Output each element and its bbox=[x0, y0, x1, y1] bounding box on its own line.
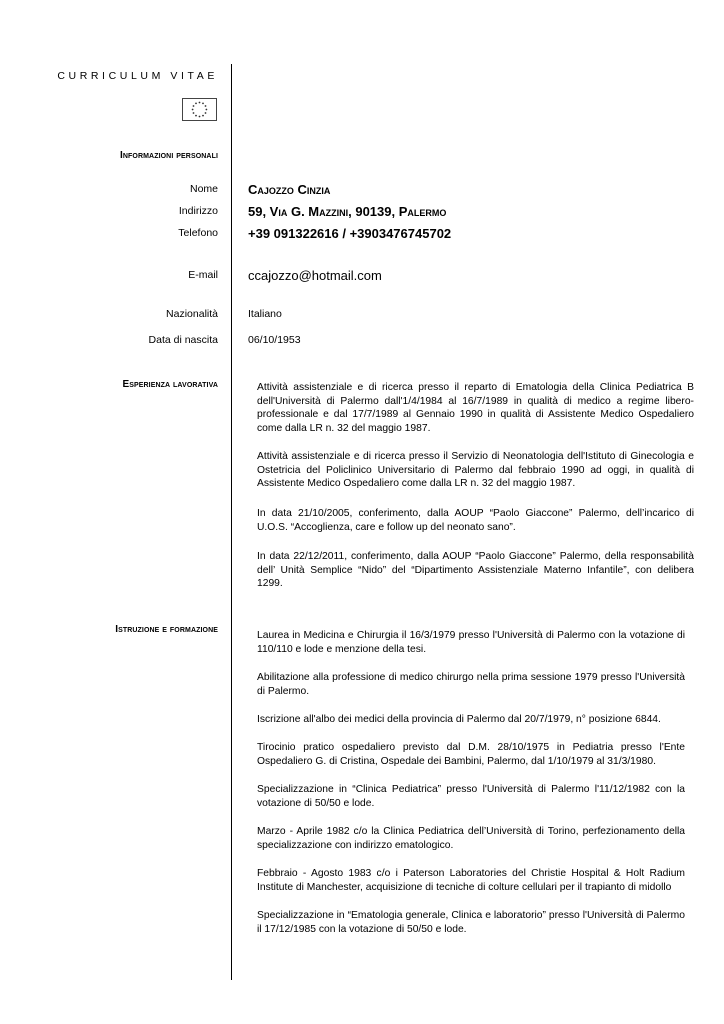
education-item: Tirocinio pratico ospedaliero previsto dal D.M. 28/10/1975 in Pediatria presso l'Ente Ospedaliero G. di Cristina, Ospedale dei Bambini, Palermo, dal 1/10/1979 al 31/3/1980. bbox=[257, 742, 685, 767]
address-label: Indirizzo bbox=[178, 205, 218, 217]
email-label: E-mail bbox=[188, 269, 218, 281]
education-item: Iscrizione all'albo dei medici della provincia di Palermo dal 20/7/1979, n° posizione 6844. bbox=[257, 714, 661, 725]
section-personal-heading: Informazioni personali bbox=[120, 150, 218, 161]
birthdate-label: Data di nascita bbox=[148, 334, 218, 346]
education-item: Abilitazione alla professione di medico chirurgo nella prima sessione 1979 presso l'Università di Palermo. bbox=[257, 672, 685, 697]
name-value: Cajozzo Cinzia bbox=[248, 182, 331, 197]
phone-label: Telefono bbox=[178, 227, 218, 239]
section-work-heading: Esperienza lavorativa bbox=[122, 379, 218, 390]
name-label: Nome bbox=[189, 183, 218, 195]
eu-flag-icon bbox=[182, 98, 217, 121]
nationality-label: Nazionalità bbox=[166, 308, 218, 320]
work-item: Attività assistenziale e di ricerca presso il reparto di Ematologia della Clinica Pediatrica B dell'Università di Palermo dall'1/4/1984 al 16/7/1989 in qualità di medico a regime libero-professionale e dal 17/7/1989 al Gennaio 1990 in qualità di Assistente Medico Ospedaliero come dalla LR n. 32 del maggio 1987. bbox=[257, 382, 694, 434]
education-item: Specializzazione in “Ematologia generale, Clinica e laboratorio” presso l'Università di Palermo il 17/12/1985 con la votazione di 50/50 e lode. bbox=[257, 910, 685, 935]
education-item: Laurea in Medicina e Chirurgia il 16/3/1979 presso l'Università di Palermo con la votazione di 110/110 e lode e menzione della tesi. bbox=[257, 630, 685, 655]
email-value[interactable]: ccajozzo@hotmail.com bbox=[248, 268, 382, 283]
column-divider bbox=[231, 64, 232, 980]
address-value: 59, Via G. Mazzini, 90139, Palermo bbox=[248, 204, 447, 219]
section-education-heading: Istruzione e formazione bbox=[115, 624, 218, 635]
education-item: Febbraio - Agosto 1983 c/o i Paterson Laboratories del Christie Hospital & Holt Radium Institute di Manchester, acquisizione di tecniche di colture cellulari per il trapianto di midollo bbox=[257, 868, 685, 893]
education-item: Marzo - Aprile 1982 c/o la Clinica Pediatrica dell’Università di Torino, perfezionamento della specializzazione con indirizzo ematologico. bbox=[257, 826, 685, 851]
work-item: In data 22/12/2011, conferimento, dalla AOUP “Paolo Giaccone” Palermo, della responsabilità dell’ Unità Semplice “Nido” del “Dipartimento Assistenziale Materno Infantile”, con delibera 1299. bbox=[257, 551, 694, 590]
phone-value: +39 091322616 / +3903476745702 bbox=[248, 226, 452, 241]
education-item: Specializzazione in “Clinica Pediatrica” presso l'Università di Palermo l'11/12/1982 con la votazione di 50/50 e lode. bbox=[257, 784, 685, 809]
nationality-value: Italiano bbox=[248, 308, 282, 320]
work-item: In data 21/10/2005, conferimento, dalla AOUP “Paolo Giaccone” Palermo, dell’incarico di U.O.S. “Accoglienza, care e follow up del neonato sano”. bbox=[257, 508, 694, 533]
birthdate-value: 06/10/1953 bbox=[248, 334, 301, 346]
document-title: CURRICULUM VITAE bbox=[57, 70, 218, 82]
work-item: Attività assistenziale e di ricerca presso il Servizio di Neonatologia dell'Istituto di Ginecologia e Ostetricia del Policlinico Universitario di Palermo dal febbraio 1990 ad oggi, in qualità di Assistente Medico Ospedaliero come dalla LR n. 32 del maggio 1987. bbox=[257, 451, 694, 490]
